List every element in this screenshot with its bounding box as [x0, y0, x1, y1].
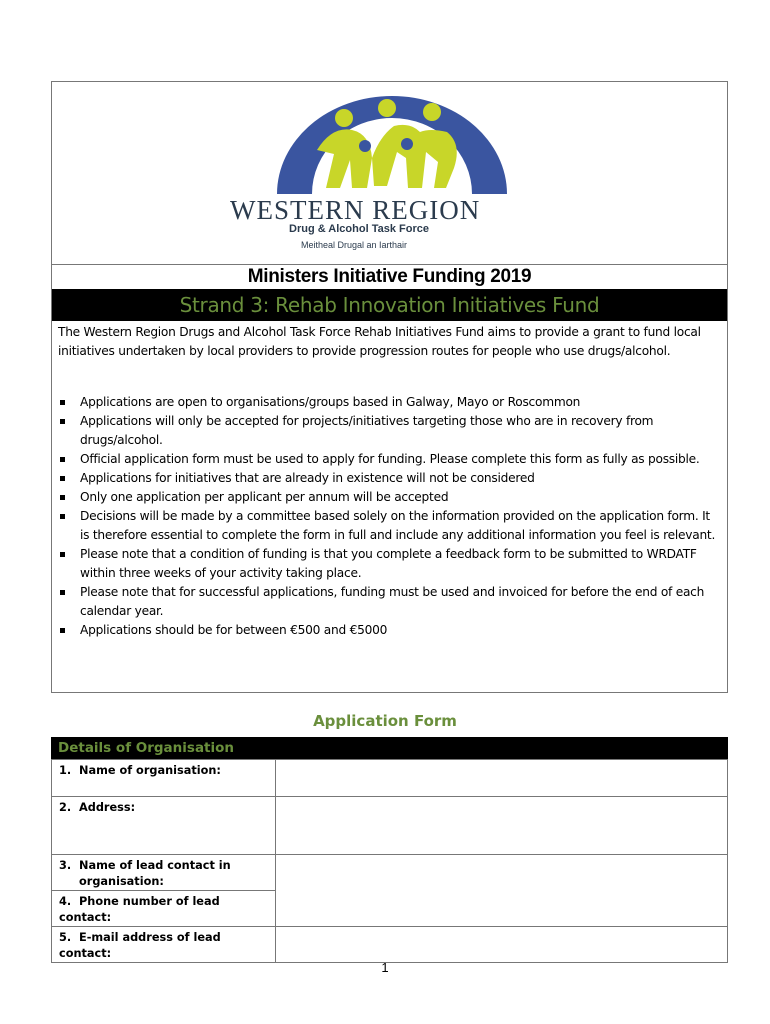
table-row [52, 797, 728, 855]
list-item: Applications are open to organisations/groups based in Galway, Mayo or Roscommon [58, 393, 718, 412]
field-label: 1. Name of organisation: [52, 760, 276, 797]
logo [52, 82, 727, 265]
table-row [52, 760, 728, 797]
organisation-name-field[interactable] [276, 760, 728, 797]
list-item: Applications should be for between €500 and €5000 [58, 621, 718, 640]
eligibility-list [58, 393, 718, 640]
page-title: Ministers Initiative Funding 2019 [247, 266, 532, 287]
intro-paragraph: The Western Region Drugs and Alcohol Task Force Rehab Initiatives Fund aims to provide a grant to fund local initiatives undertaken by local providers to provide progression routes for people who use drugs/alcohol. [58, 325, 701, 358]
logo-emblem-icon [222, 88, 562, 198]
field-label: 5. E-mail address of lead contact: [52, 927, 276, 963]
logo-irish-name: Meitheal Drugal an Iarthair [301, 240, 408, 250]
list-item: Official application form must be used to apply for funding. Please complete this form as fully as possible. [58, 450, 718, 469]
logo-subtitle: Drug & Alcohol Task Force [289, 223, 429, 235]
list-item: Only one application per applicant per annum will be accepted [58, 488, 718, 507]
field-label: 4. Phone number of lead contact: [52, 891, 276, 927]
field-label: 3. Name of lead contact in organisation: [52, 855, 276, 891]
address-field[interactable] [276, 797, 728, 855]
list-item: Applications for initiatives that are already in existence will not be considered [58, 469, 718, 488]
field-label: 2. Address: [52, 797, 276, 855]
section-heading: Details of Organisation [51, 737, 728, 759]
page-number: 1 [381, 960, 389, 975]
list-item: Please note that a condition of funding is that you complete a feedback form to be submitted to WRDATF within three weeks of your activity taking place. [58, 545, 718, 583]
organisation-form [51, 759, 728, 963]
table-row [52, 855, 728, 891]
info-box [51, 81, 728, 693]
list-item: Please note that for successful applications, funding must be used and invoiced for before the end of each calendar year. [58, 583, 718, 621]
table-row [52, 927, 728, 963]
logo-title: WESTERN REGION [230, 195, 481, 225]
list-item: Applications will only be accepted for projects/initiatives targeting those who are in recovery from drugs/alcohol. [58, 412, 718, 450]
lead-contact-phone-field[interactable] [276, 855, 728, 927]
lead-contact-email-field[interactable] [276, 927, 728, 963]
strand-heading: Strand 3: Rehab Innovation Initiatives Fund [52, 289, 727, 321]
form-heading: Application Form [313, 712, 457, 730]
list-item: Decisions will be made by a committee based solely on the information provided on the application form. It is therefore essential to complete the form in full and include any additional information you feel is relevant. [58, 507, 718, 545]
